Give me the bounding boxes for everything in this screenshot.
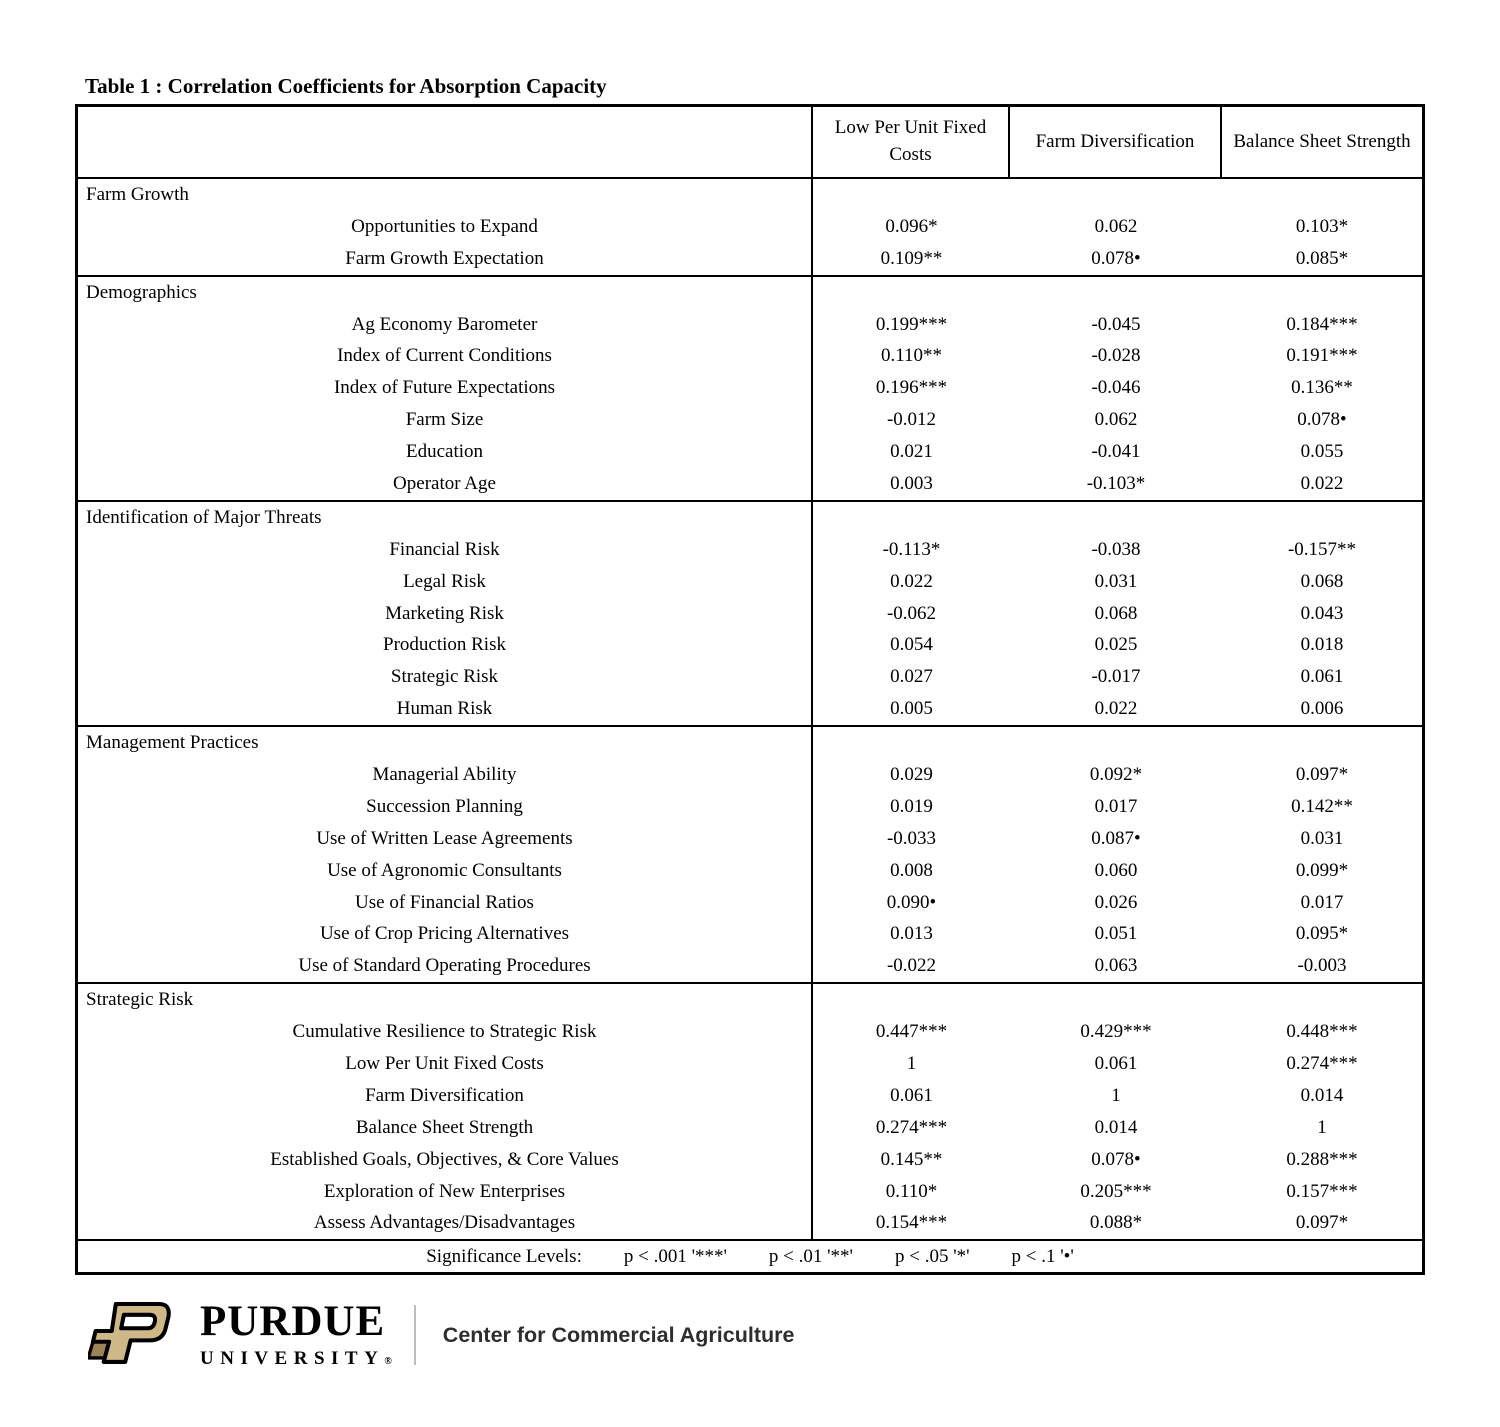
value-cell: 0.027 <box>890 666 933 688</box>
value-cell: 0.088* <box>1089 1212 1143 1234</box>
table-section <box>78 727 1422 984</box>
table-row <box>78 1112 1422 1144</box>
value-cell <box>1222 984 1422 1016</box>
table-body <box>78 179 1422 1241</box>
table-row <box>78 372 1422 404</box>
value-cell: 0.097* <box>1295 1212 1349 1234</box>
table-row <box>78 887 1422 919</box>
value-cell: -0.041 <box>1091 441 1141 463</box>
value-cell: 0.031 <box>1094 570 1138 592</box>
value-cell: 0.184*** <box>1286 313 1358 335</box>
value-cell: 0.022 <box>890 570 933 592</box>
registered-trademark: ® <box>384 1356 392 1367</box>
value-cell: 0.103* <box>1295 215 1349 237</box>
value-cell: 0.014 <box>1300 1084 1344 1106</box>
value-cell: 0.003 <box>890 472 933 494</box>
value-cell: 0.019 <box>890 795 933 817</box>
value-cell: 0.018 <box>1300 634 1344 656</box>
row-label: Cumulative Resilience to Strategic Risk <box>78 1016 813 1048</box>
table-row <box>78 855 1422 887</box>
purdue-university-line <box>200 1348 392 1370</box>
value-cell: 0.061 <box>1300 666 1344 688</box>
value-cell <box>1010 727 1222 759</box>
significance-level-05: p < .05 '*' <box>894 1245 970 1267</box>
table-row <box>78 436 1422 468</box>
row-label: Index of Current Conditions <box>78 340 813 372</box>
significance-level-001: p < .001 '***' <box>623 1245 727 1267</box>
value-cell: 0.021 <box>890 441 933 463</box>
significance-level-1: p < .1 '•' <box>1011 1245 1074 1267</box>
section-label: Farm Growth <box>78 179 813 211</box>
row-label: Legal Risk <box>78 566 813 598</box>
value-cell: 0.447*** <box>875 1021 948 1043</box>
center-for-commercial-agriculture-label: Center for Commercial Agriculture <box>442 1322 795 1347</box>
value-cell: 0.060 <box>1094 859 1138 881</box>
value-cell: 0.136** <box>1291 377 1353 399</box>
row-label: Established Goals, Objectives, & Core Values <box>78 1144 813 1176</box>
row-label: Opportunities to Expand <box>78 211 813 243</box>
value-cell <box>1010 502 1222 534</box>
value-cell: 0.092* <box>1089 763 1143 785</box>
value-cell <box>1010 277 1222 309</box>
value-cell: -0.017 <box>1091 666 1141 688</box>
section-label: Demographics <box>78 277 813 309</box>
table-row <box>78 1016 1422 1048</box>
value-cell: 0.274*** <box>1286 1052 1358 1074</box>
table-row <box>78 823 1422 855</box>
value-cell: 0.196*** <box>875 377 948 399</box>
row-label: Use of Agronomic Consultants <box>78 855 813 887</box>
header-col-low-per-unit-fixed-costs: Low Per Unit Fixed Costs <box>813 107 1010 177</box>
page-title: Table 1 : Correlation Coefficients for Absorption Capacity <box>85 74 607 98</box>
value-cell: 0.062 <box>1094 215 1138 237</box>
value-cell: 0.008 <box>890 859 933 881</box>
value-cell: -0.062 <box>886 602 937 624</box>
value-cell: -0.045 <box>1091 313 1141 335</box>
section-header-row <box>78 984 1422 1016</box>
value-cell: 0.087• <box>1091 827 1141 849</box>
row-label: Use of Standard Operating Procedures <box>78 950 813 982</box>
value-cell: 0.025 <box>1094 634 1138 656</box>
value-cell: 0.097* <box>1295 763 1349 785</box>
motion-p-body <box>93 1304 169 1362</box>
value-cell: 0.078• <box>1297 409 1347 431</box>
table-row <box>78 534 1422 566</box>
table-section <box>78 277 1422 502</box>
row-label: Farm Growth Expectation <box>78 243 813 275</box>
value-cell: 0.022 <box>1094 698 1138 720</box>
table-section <box>78 179 1422 277</box>
table-row <box>78 243 1422 275</box>
table-row <box>78 661 1422 693</box>
section-header-row <box>78 179 1422 211</box>
value-cell: 0.061 <box>1094 1052 1138 1074</box>
section-header-row <box>78 727 1422 759</box>
value-cell <box>813 179 1010 211</box>
value-cell: 0.199*** <box>875 313 948 335</box>
value-cell: -0.012 <box>886 409 937 431</box>
value-cell <box>1222 179 1422 211</box>
value-cell: 0.274*** <box>875 1116 948 1138</box>
section-label: Management Practices <box>78 727 813 759</box>
table-row <box>78 759 1422 791</box>
value-cell: 0.031 <box>1300 827 1344 849</box>
value-cell: 0.142** <box>1291 795 1353 817</box>
table-row <box>78 1208 1422 1240</box>
value-cell: 1 <box>1111 1084 1121 1106</box>
table-row <box>78 950 1422 982</box>
value-cell: 0.145** <box>880 1148 943 1170</box>
row-label: Managerial Ability <box>78 759 813 791</box>
value-cell: 0.090• <box>886 891 937 913</box>
value-cell: 0.068 <box>1094 602 1138 624</box>
value-cell: 0.062 <box>1094 409 1138 431</box>
value-cell <box>1222 277 1422 309</box>
table-row <box>78 1176 1422 1208</box>
table-header-row <box>78 107 1422 179</box>
value-cell: -0.033 <box>886 827 937 849</box>
row-label: Marketing Risk <box>78 598 813 630</box>
header-col-balance-sheet-strength: Balance Sheet Strength <box>1233 130 1411 152</box>
table-row <box>78 629 1422 661</box>
value-cell: 0.029 <box>890 763 933 785</box>
table-row <box>78 1144 1422 1176</box>
purdue-logo <box>88 1300 794 1370</box>
value-cell: 0.095* <box>1295 923 1349 945</box>
value-cell: 0.085* <box>1295 247 1349 269</box>
section-label: Identification of Major Threats <box>78 502 813 534</box>
value-cell <box>813 502 1010 534</box>
table-row <box>78 468 1422 500</box>
value-cell: 0.051 <box>1094 923 1138 945</box>
value-cell: -0.028 <box>1091 345 1141 367</box>
row-label: Succession Planning <box>78 791 813 823</box>
row-label: Strategic Risk <box>78 661 813 693</box>
purdue-motion-p-icon <box>88 1300 184 1370</box>
value-cell: 0.017 <box>1094 795 1138 817</box>
table-row <box>78 1048 1422 1080</box>
value-cell: -0.103* <box>1086 472 1146 494</box>
correlation-table <box>75 104 1425 1275</box>
value-cell <box>813 277 1010 309</box>
table-row <box>78 566 1422 598</box>
value-cell: 0.110** <box>880 345 943 367</box>
section-header-row <box>78 277 1422 309</box>
row-label: Use of Crop Pricing Alternatives <box>78 918 813 950</box>
header-empty-cell <box>78 107 813 177</box>
value-cell: -0.022 <box>886 955 937 977</box>
row-label: Ag Economy Barometer <box>78 309 813 341</box>
value-cell: 0.013 <box>890 923 933 945</box>
value-cell: 0.017 <box>1300 891 1344 913</box>
significance-footer-row <box>78 1241 1422 1272</box>
table-row <box>78 309 1422 341</box>
value-cell: 0.054 <box>890 634 933 656</box>
value-cell: 0.022 <box>1300 472 1344 494</box>
purdue-name: PURDUE <box>200 1298 386 1345</box>
value-cell <box>1222 727 1422 759</box>
value-cell: -0.003 <box>1297 955 1347 977</box>
value-cell: 0.014 <box>1094 1116 1138 1138</box>
value-cell: 0.026 <box>1094 891 1138 913</box>
table-row <box>78 791 1422 823</box>
row-label: Production Risk <box>78 629 813 661</box>
value-cell: 0.043 <box>1300 602 1344 624</box>
value-cell: 0.078• <box>1091 247 1141 269</box>
value-cell: 0.055 <box>1300 441 1344 463</box>
value-cell: 0.429*** <box>1080 1021 1152 1043</box>
value-cell: 0.288*** <box>1286 1148 1358 1170</box>
row-label: Farm Diversification <box>78 1080 813 1112</box>
table-row <box>78 404 1422 436</box>
table-row <box>78 918 1422 950</box>
value-cell: -0.046 <box>1091 377 1141 399</box>
row-label: Use of Written Lease Agreements <box>78 823 813 855</box>
value-cell: 0.006 <box>1300 698 1344 720</box>
table-row <box>78 1080 1422 1112</box>
header-col-farm-diversification: Farm Diversification <box>1010 107 1222 177</box>
value-cell: 0.099* <box>1295 859 1349 881</box>
row-label: Low Per Unit Fixed Costs <box>78 1048 813 1080</box>
row-label: Operator Age <box>78 468 813 500</box>
value-cell: 0.063 <box>1094 955 1138 977</box>
value-cell: -0.038 <box>1091 538 1141 560</box>
row-label: Assess Advantages/Disadvantages <box>78 1208 813 1240</box>
value-cell <box>1222 502 1422 534</box>
row-label: Use of Financial Ratios <box>78 887 813 919</box>
value-cell: 0.005 <box>890 698 933 720</box>
table-row <box>78 211 1422 243</box>
value-cell: 1 <box>906 1052 917 1074</box>
row-label: Exploration of New Enterprises <box>78 1176 813 1208</box>
value-cell: 0.448*** <box>1286 1021 1358 1043</box>
row-label: Human Risk <box>78 693 813 725</box>
value-cell: -0.113* <box>882 538 941 560</box>
value-cell <box>1010 179 1222 211</box>
value-cell <box>1010 984 1222 1016</box>
logo-divider <box>414 1305 416 1365</box>
table-row <box>78 340 1422 372</box>
value-cell: 0.061 <box>890 1084 933 1106</box>
section-label: Strategic Risk <box>78 984 813 1016</box>
value-cell: 0.191*** <box>1286 345 1358 367</box>
row-label: Index of Future Expectations <box>78 372 813 404</box>
row-label: Balance Sheet Strength <box>78 1112 813 1144</box>
table-section <box>78 984 1422 1241</box>
significance-level-01: p < .01 '**' <box>768 1245 853 1267</box>
section-header-row <box>78 502 1422 534</box>
value-cell: 0.078• <box>1091 1148 1141 1170</box>
row-label: Financial Risk <box>78 534 813 566</box>
value-cell <box>813 727 1010 759</box>
university-text: UNIVERSITY <box>200 1348 385 1369</box>
row-label: Farm Size <box>78 404 813 436</box>
value-cell: 0.109** <box>880 247 943 269</box>
value-cell: 0.205*** <box>1080 1180 1152 1202</box>
value-cell: 0.110* <box>885 1180 938 1202</box>
value-cell: -0.157** <box>1287 538 1357 560</box>
value-cell: 0.096* <box>885 215 938 237</box>
value-cell: 1 <box>1317 1116 1327 1138</box>
table-section <box>78 502 1422 727</box>
value-cell: 0.157*** <box>1286 1180 1358 1202</box>
value-cell <box>813 984 1010 1016</box>
significance-label: Significance Levels: <box>426 1245 582 1267</box>
table-row <box>78 598 1422 630</box>
table-row <box>78 693 1422 725</box>
row-label: Education <box>78 436 813 468</box>
value-cell: 0.154*** <box>875 1212 948 1234</box>
value-cell: 0.068 <box>1300 570 1344 592</box>
purdue-wordmark <box>200 1300 392 1370</box>
